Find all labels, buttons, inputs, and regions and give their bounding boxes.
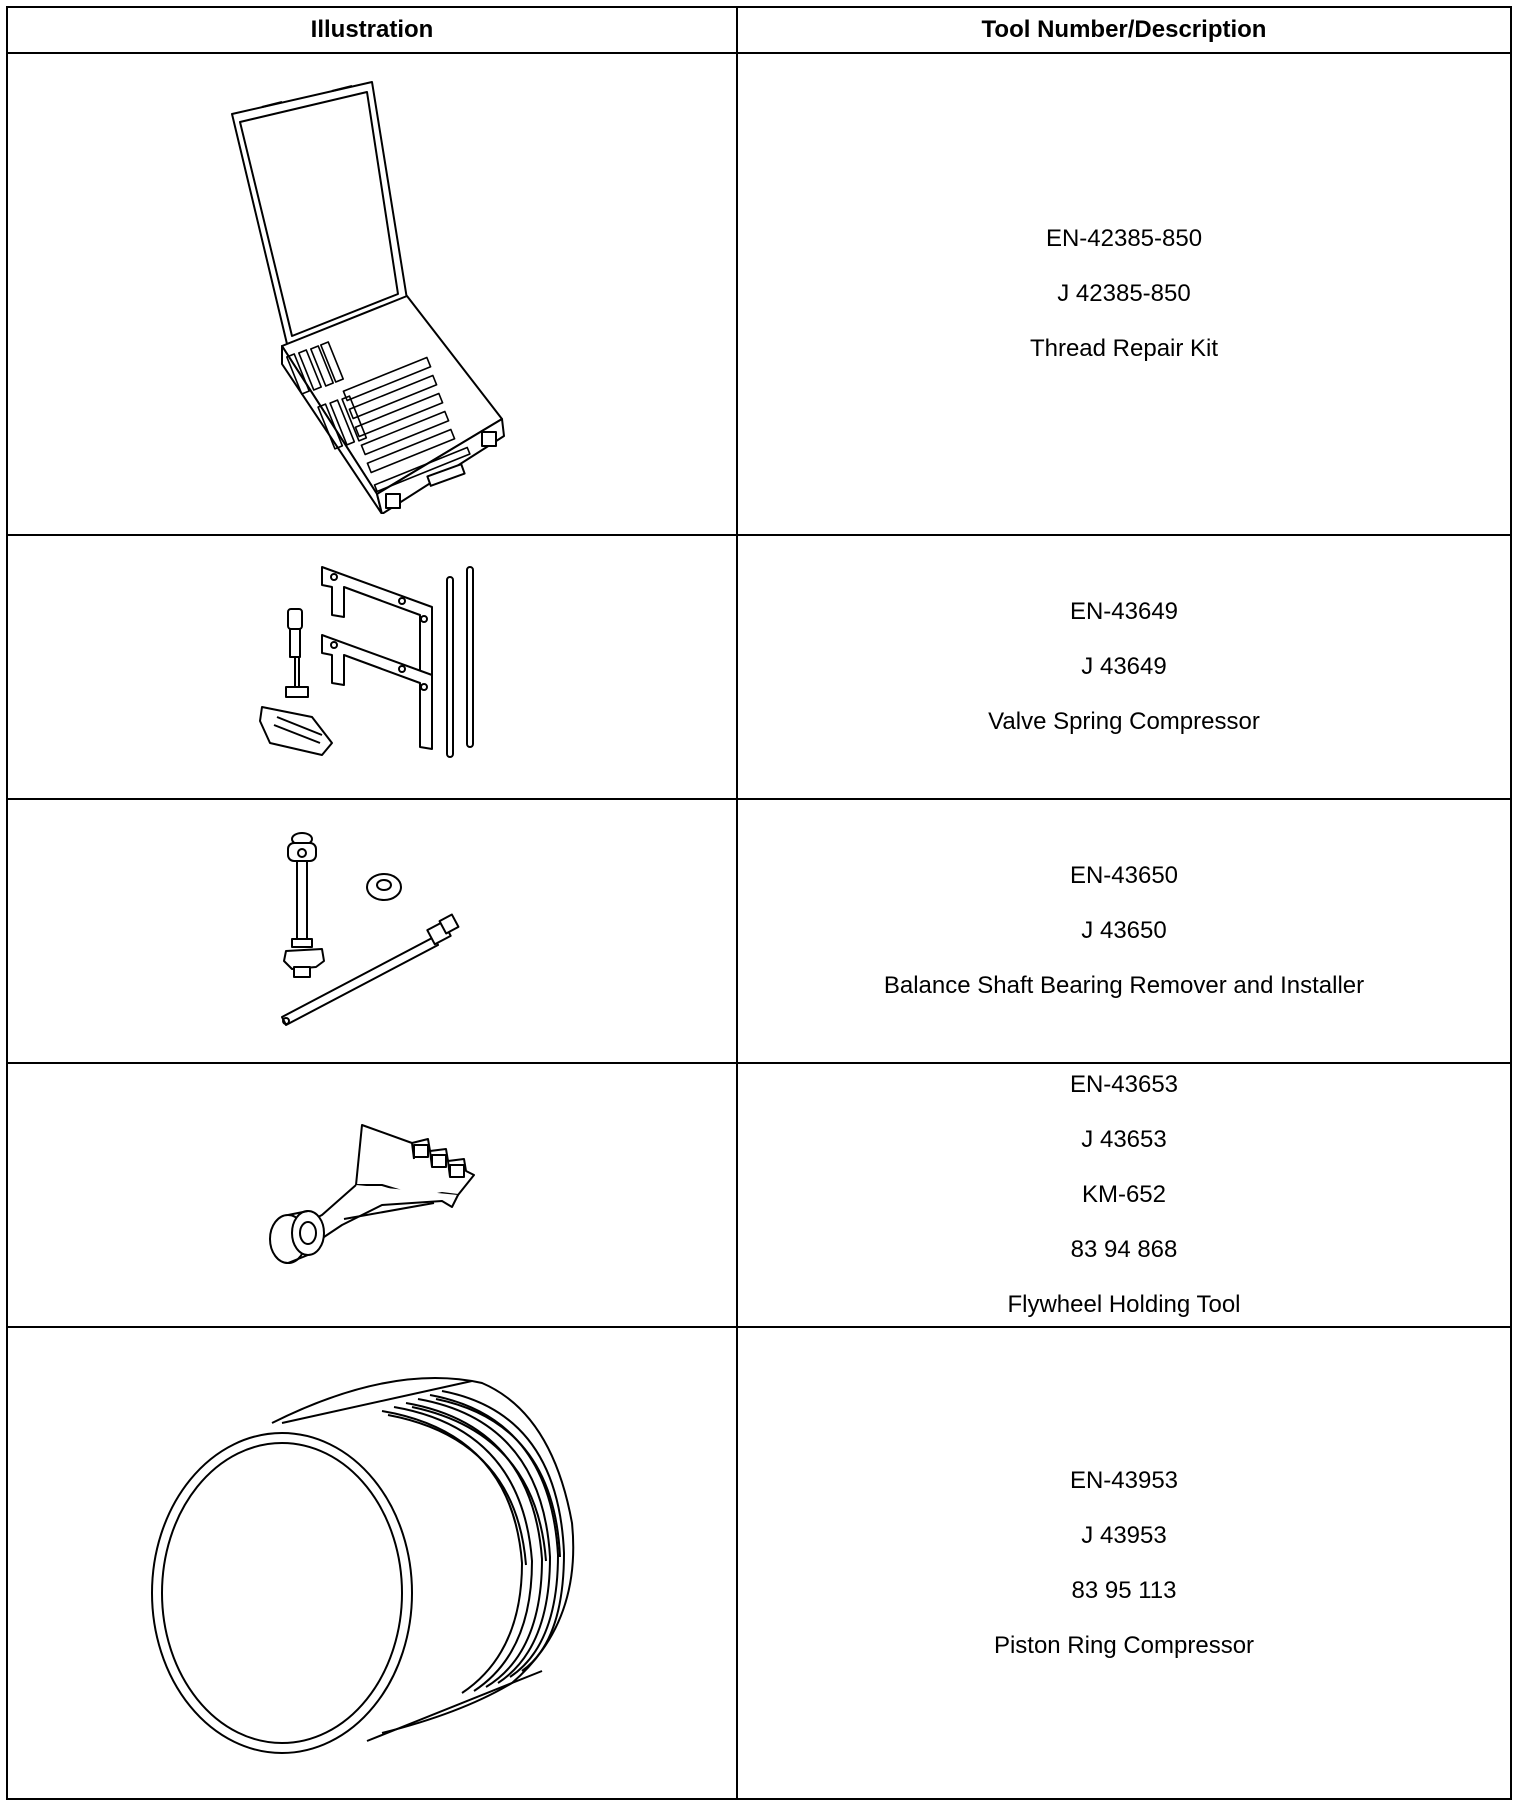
tool-number-en: EN-43953 xyxy=(1069,1466,1179,1494)
thread-repair-kit-icon xyxy=(202,74,542,514)
tool-number-j: J 43953 xyxy=(1081,1521,1167,1549)
tool-number-en: EN-43649 xyxy=(1069,598,1179,625)
tool-number-km: KM-652 xyxy=(1081,1181,1167,1208)
tool-number-part: 83 94 868 xyxy=(1070,1236,1178,1263)
illustration-cell xyxy=(7,1063,737,1327)
illustration-cell xyxy=(7,53,737,535)
table-row xyxy=(7,1327,1511,1799)
valve-spring-compressor-icon xyxy=(252,557,492,777)
illustration-cell xyxy=(7,1327,737,1799)
tool-number-en: EN-43653 xyxy=(1069,1071,1179,1098)
tool-number-part: 83 95 113 xyxy=(1071,1576,1177,1604)
header-row xyxy=(7,7,1511,53)
tool-description: Balance Shaft Bearing Remover and Installer xyxy=(883,972,1365,999)
tool-number-j: J 43650 xyxy=(1081,917,1167,944)
special-tools-table xyxy=(6,6,1512,1800)
table-row xyxy=(7,799,1511,1063)
description-cell xyxy=(737,53,1511,535)
tool-number-en: EN-43650 xyxy=(1069,862,1179,889)
tool-description: Piston Ring Compressor xyxy=(993,1631,1255,1659)
tool-number-j: J 43653 xyxy=(1081,1126,1167,1153)
tool-number-en: EN-42385-850 xyxy=(1045,225,1203,252)
header-illustration: Illustration xyxy=(7,7,737,53)
description-cell xyxy=(737,1063,1511,1327)
description-cell xyxy=(737,535,1511,799)
tool-number-j: J 42385-850 xyxy=(1057,280,1191,307)
header-description: Tool Number/Description xyxy=(737,7,1511,53)
illustration-cell xyxy=(7,799,737,1063)
tool-description: Flywheel Holding Tool xyxy=(1007,1291,1241,1318)
balance-shaft-bearing-tool-icon xyxy=(262,821,482,1041)
description-cell xyxy=(737,799,1511,1063)
tool-description: Thread Repair Kit xyxy=(1029,335,1219,362)
flywheel-holding-tool-icon xyxy=(252,1115,492,1275)
table-row xyxy=(7,53,1511,535)
illustration-cell xyxy=(7,535,737,799)
tool-description: Valve Spring Compressor xyxy=(988,708,1260,735)
table-row xyxy=(7,1063,1511,1327)
table-row xyxy=(7,535,1511,799)
piston-ring-compressor-icon xyxy=(132,1353,612,1773)
description-cell xyxy=(737,1327,1511,1799)
tool-number-j: J 43649 xyxy=(1081,653,1167,680)
